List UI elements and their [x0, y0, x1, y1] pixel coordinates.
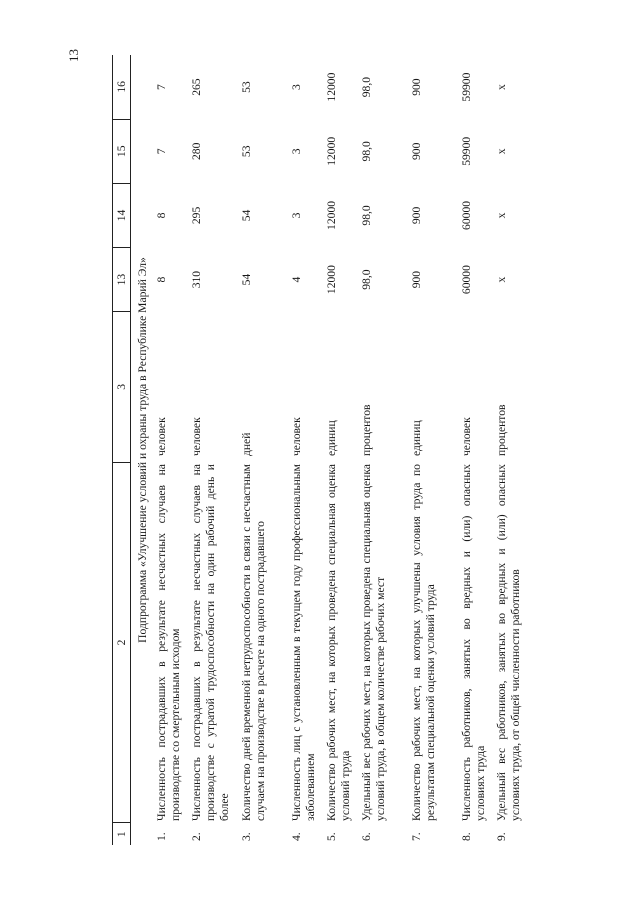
value-col-16: 59900 — [460, 72, 473, 102]
column-header: 14 — [113, 183, 131, 247]
value-col-15: 12000 — [325, 136, 338, 166]
value-col-13: 60000 — [460, 265, 473, 295]
value-col-16: 3 — [290, 84, 303, 90]
row-number: 2. — [190, 832, 203, 841]
rotated-page-content — [112, 55, 572, 845]
value-col-16: 900 — [410, 78, 423, 96]
indicator-name: Численность работников, занятых во вредных и (или) опасных условиях труда — [460, 464, 487, 821]
value-col-14: х — [495, 212, 508, 219]
value-col-13: 8 — [155, 276, 168, 283]
value-col-15: 3 — [290, 148, 303, 155]
unit-of-measure: человек — [155, 417, 168, 457]
value-col-15: 7 — [155, 148, 168, 155]
value-col-15: 98,0 — [360, 141, 373, 162]
column-header: 2 — [113, 462, 131, 823]
value-col-14: 900 — [410, 206, 423, 225]
unit-of-measure: процентов — [495, 404, 508, 457]
value-col-16: 12000 — [325, 72, 338, 102]
row-number: 6. — [360, 832, 373, 841]
indicator-name: Численность пострадавших в результате несчастных случаев на производстве со смертельным исходом — [155, 464, 182, 821]
value-col-13: 12000 — [325, 265, 338, 295]
unit-of-measure: единиц — [410, 420, 423, 457]
page-number: 13 — [66, 49, 81, 62]
row-number: 9. — [495, 832, 508, 841]
table-row — [495, 55, 545, 845]
value-col-14: 8 — [155, 212, 168, 219]
value-col-16: 7 — [155, 84, 168, 90]
table-row — [190, 55, 240, 845]
value-col-16: х — [495, 84, 508, 90]
table-row — [290, 55, 325, 845]
indicator-name: Численность лиц с установленным в текущем году профессиональным заболеванием — [290, 464, 317, 821]
column-number-header-row — [113, 55, 131, 845]
table-row — [240, 55, 290, 845]
column-header: 15 — [113, 119, 131, 183]
value-col-14: 54 — [240, 209, 253, 222]
unit-of-measure: процентов — [360, 404, 373, 457]
value-col-16: 53 — [240, 81, 253, 93]
indicator-name: Численность пострадавших в результате несчастных случаев на производстве с утратой трудоспособности на один рабочий день и более — [190, 464, 231, 821]
value-col-15: 59900 — [460, 136, 473, 166]
value-col-13: 54 — [240, 273, 253, 286]
row-number: 5. — [325, 832, 338, 841]
table-row — [155, 55, 190, 845]
value-col-13: х — [495, 276, 508, 283]
unit-of-measure: человек — [290, 417, 303, 457]
row-number: 3. — [240, 832, 253, 841]
row-number: 1. — [155, 832, 168, 841]
value-col-15: х — [495, 148, 508, 155]
row-number: 4. — [290, 832, 303, 841]
indicator-name: Количество рабочих мест, на которых улучшены условия труда по результатам специальной оценки условий труда — [410, 464, 437, 821]
column-header: 16 — [113, 55, 131, 119]
row-number: 8. — [460, 832, 473, 841]
value-col-14: 12000 — [325, 200, 338, 230]
column-header: 1 — [113, 823, 131, 845]
subprogram-title-row — [131, 55, 156, 845]
value-col-14: 295 — [190, 206, 203, 225]
value-col-16: 265 — [190, 78, 203, 96]
unit-of-measure: человек — [190, 417, 203, 457]
value-col-14: 3 — [290, 212, 303, 219]
unit-of-measure: человек — [460, 417, 473, 457]
value-col-15: 53 — [240, 145, 253, 158]
value-col-14: 60000 — [460, 200, 473, 230]
indicator-name: Количество дней временной нетрудоспособности в связи с несчастным случаем на производстве в расчете на одного пострадавшего — [240, 464, 267, 821]
table-row — [360, 55, 410, 845]
value-col-13: 310 — [190, 270, 203, 289]
value-col-13: 900 — [410, 270, 423, 289]
unit-of-measure: единиц — [325, 420, 338, 457]
table-row — [325, 55, 360, 845]
value-col-15: 900 — [410, 142, 423, 160]
column-header: 3 — [113, 312, 131, 462]
value-col-15: 280 — [190, 142, 203, 160]
table-row — [460, 55, 495, 845]
value-col-16: 98,0 — [360, 76, 373, 98]
column-header: 13 — [113, 248, 131, 312]
indicator-name: Удельный вес работников, занятых во вредных и (или) опасных условиях труда, от общей численности работников — [495, 464, 522, 821]
unit-of-measure: дней — [240, 432, 253, 457]
value-col-14: 98,0 — [360, 205, 373, 226]
indicators-table — [112, 55, 545, 845]
indicator-name: Количество рабочих мест, на которых проведена специальная оценка условий труда — [325, 464, 352, 821]
row-number: 7. — [410, 832, 423, 841]
subprogram-title: Подпрограмма «Улучшение условий и охраны труда в Республике Марий Эл» — [136, 257, 150, 643]
value-col-13: 4 — [290, 276, 303, 283]
table-row — [410, 55, 460, 845]
indicator-name: Удельный вес рабочих мест, на которых проведена специальная оценка условий труда, в общем количестве рабочих мест — [360, 464, 387, 821]
value-col-13: 98,0 — [360, 269, 373, 290]
